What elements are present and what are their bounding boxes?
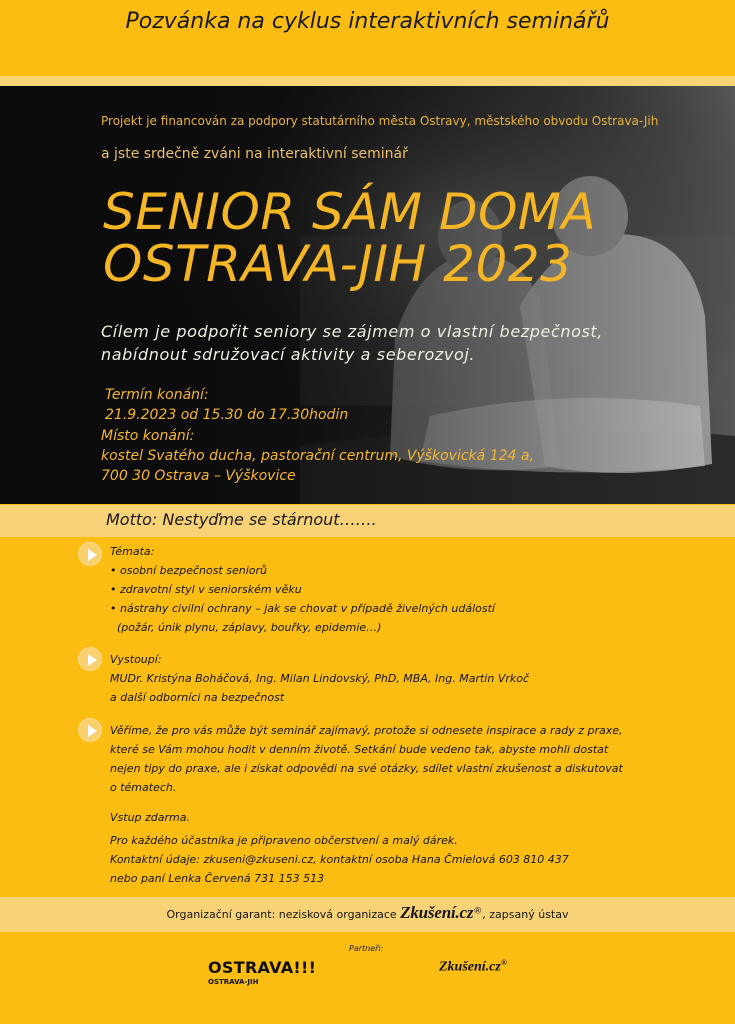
play-arrow-icon — [78, 718, 102, 742]
topic-item: (požár, únik plynu, záplavy, bouřky, epidemie…) — [110, 621, 382, 634]
topics-section — [110, 542, 495, 637]
ostrava-jih-logo — [208, 958, 316, 986]
zkuseni-logo-reg: ® — [500, 958, 507, 967]
play-arrow-icon — [78, 647, 102, 671]
gift-note: Pro každého účastníka je připraveno občerstvení a malý dárek. — [110, 834, 458, 847]
goal-line-2: nabídnout sdružovací aktivity a seberozvoj. — [101, 345, 476, 365]
goal-line-1: Cílem je podpořit seniory se zájmem o vlastní bezpečnost, — [101, 322, 603, 341]
guarantor-suffix: , zapsaný ústav — [482, 908, 569, 921]
zkuseni-logo — [439, 958, 507, 976]
ostrava-logo-sub: OSTRAVA-JIH — [208, 978, 259, 986]
guarantor-prefix: Organizační garant: nezisková organizace — [166, 908, 401, 921]
topic-item: • zdravotní styl v seniorském věku — [110, 583, 302, 596]
partners-label: Partneři: — [349, 944, 384, 953]
contact-line-2: nebo paní Lenka Červená 731 153 513 — [110, 872, 325, 885]
topic-item: • nástrahy civilní ochrany – jak se chovat v případě živelných událostí — [110, 602, 495, 615]
entry-note: Vstup zdarma. — [110, 811, 190, 824]
description-line: které se Vám mohou hodit v denním životě. Setkání bude vedeno tak, abyste mohli dostat — [110, 743, 609, 756]
page-title: Pozvánka na cyklus interaktivních seminářů — [125, 9, 610, 34]
funding-note: Projekt je financován za podpory statutárního města Ostravy, městského obvodu Ostrava-Jih — [101, 114, 659, 128]
topic-item: • osobní bezpečnost seniorů — [110, 564, 267, 577]
motto-text: Motto: Nestyďme se stárnout……. — [106, 510, 377, 529]
topics-heading: Témata: — [110, 545, 155, 558]
description-section — [110, 721, 623, 797]
description-line: Věříme, že pro vás může být seminář zajímavý, protože si odnesete inspirace a rady z praxe, — [110, 724, 623, 737]
date-label: Termín konání: — [105, 387, 209, 403]
invitation-text: a jste srdečně zváni na interaktivní seminář — [101, 146, 408, 162]
speakers-heading: Vystoupí: — [110, 653, 162, 666]
contact-line-1: Kontaktní údaje: zkuseni@zkuseni.cz, kontaktní osoba Hana Čmielová 603 810 437 — [110, 853, 569, 866]
zkuseni-brand: Zkušení.cz — [400, 903, 474, 922]
event-details — [101, 385, 534, 486]
header-band — [0, 76, 735, 86]
contact-block — [110, 831, 569, 888]
speakers-list: MUDr. Kristýna Boháčová, Ing. Milan Lindovský, PhD, MBA, Ing. Martin Vrkoč — [110, 672, 530, 685]
play-arrow-icon — [78, 542, 102, 566]
place-line-2: 700 30 Ostrava – Výškovice — [101, 468, 296, 485]
speakers-section — [110, 650, 529, 707]
registered-mark: ® — [473, 906, 483, 917]
description-line: nejen tipy do praxe, ale i získat odpovědi na své otázky, sdílet vlastní zkušenost a diskutovat — [110, 762, 623, 775]
place-line-1: kostel Svatého ducha, pastorační centrum, Výškovická 124 a, — [101, 447, 534, 464]
description-line: o tématech. — [110, 781, 177, 794]
speakers-more: a další odborníci na bezpečnost — [110, 691, 285, 704]
hero-banner — [0, 86, 735, 504]
headline-line-1: SENIOR SÁM DOMA — [103, 183, 597, 241]
organizer-line — [0, 903, 735, 923]
ostrava-logo-main: OSTRAVA!!! — [208, 958, 317, 977]
date-value: 21.9.2023 od 15.30 do 17.30hodin — [105, 407, 349, 424]
place-label: Místo konání: — [101, 427, 195, 444]
seminar-headline — [103, 183, 597, 293]
seminar-goal — [101, 320, 603, 366]
zkuseni-logo-text: Zkušení.cz — [439, 959, 501, 975]
headline-line-2: OSTRAVA-JIH 2023 — [103, 235, 573, 293]
